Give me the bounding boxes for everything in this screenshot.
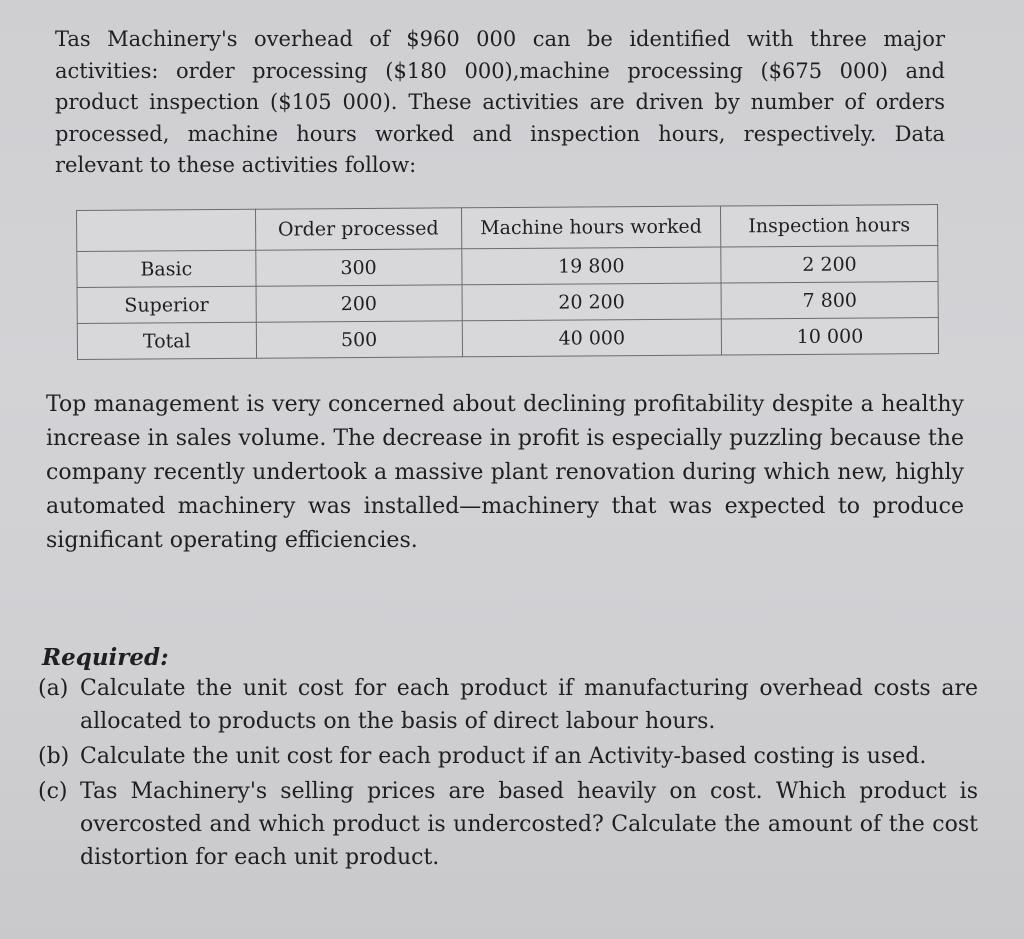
row-label: Total (77, 322, 256, 359)
row-label: Basic (77, 250, 256, 287)
list-item (38, 740, 978, 773)
header-cell-machine-hours: Machine hours worked (461, 206, 721, 249)
list-item (38, 672, 978, 738)
intro-paragraph: Tas Machinery's overhead of $960 000 can be identified with three major activities: order processing ($180 000),machine processing ($675 000) and product inspection ($105 000). These activities are driven by number of orders processed, machine hours worked and inspection hours, respectively. Data relevant to these activities follow: (55, 27, 945, 177)
item-text: Tas Machinery's selling prices are based heavily on cost. Which product is overcosted and which product is undercosted? Calculate the amount of the cost distortion for each unit product. (80, 779, 978, 870)
table-row (77, 281, 938, 323)
table-cell: 7 800 (721, 281, 938, 319)
table-cell: 300 (256, 249, 462, 286)
table-cell: 500 (256, 321, 462, 358)
header-cell-inspection-hours: Inspection hours (721, 204, 938, 247)
table-header-row (77, 204, 938, 251)
item-text: Calculate the unit cost for each product if manufacturing overhead costs are allocated to products on the basis of direct labour hours. (80, 676, 978, 734)
header-cell-order-processed: Order processed (255, 208, 461, 250)
item-label: (b) (38, 744, 70, 769)
table-cell: 40 000 (462, 319, 722, 357)
item-label: (c) (38, 779, 68, 804)
table-cell: 200 (256, 285, 462, 322)
management-paragraph: Top management is very concerned about declining profitability despite a healthy increase in sales volume. The decrease in profit is especially puzzling because the company recently undertook a massive plant renovation during which new, highly automated machinery was installed—machinery that was expected to produce significant operating efficiencies. (46, 392, 964, 553)
table-cell: 10 000 (721, 317, 938, 355)
item-label: (a) (38, 676, 69, 701)
list-item (38, 775, 978, 874)
table-cell: 20 200 (462, 283, 722, 321)
table-cell: 2 200 (721, 245, 938, 283)
table-row (77, 245, 938, 287)
table-row (77, 317, 938, 359)
header-cell-blank (77, 209, 256, 251)
required-list (38, 672, 978, 876)
activity-data-table (76, 204, 939, 360)
required-heading: Required: (42, 644, 169, 671)
item-text: Calculate the unit cost for each product if an Activity-based costing is used. (80, 744, 927, 769)
row-label: Superior (77, 286, 256, 323)
table-cell: 19 800 (461, 247, 721, 285)
